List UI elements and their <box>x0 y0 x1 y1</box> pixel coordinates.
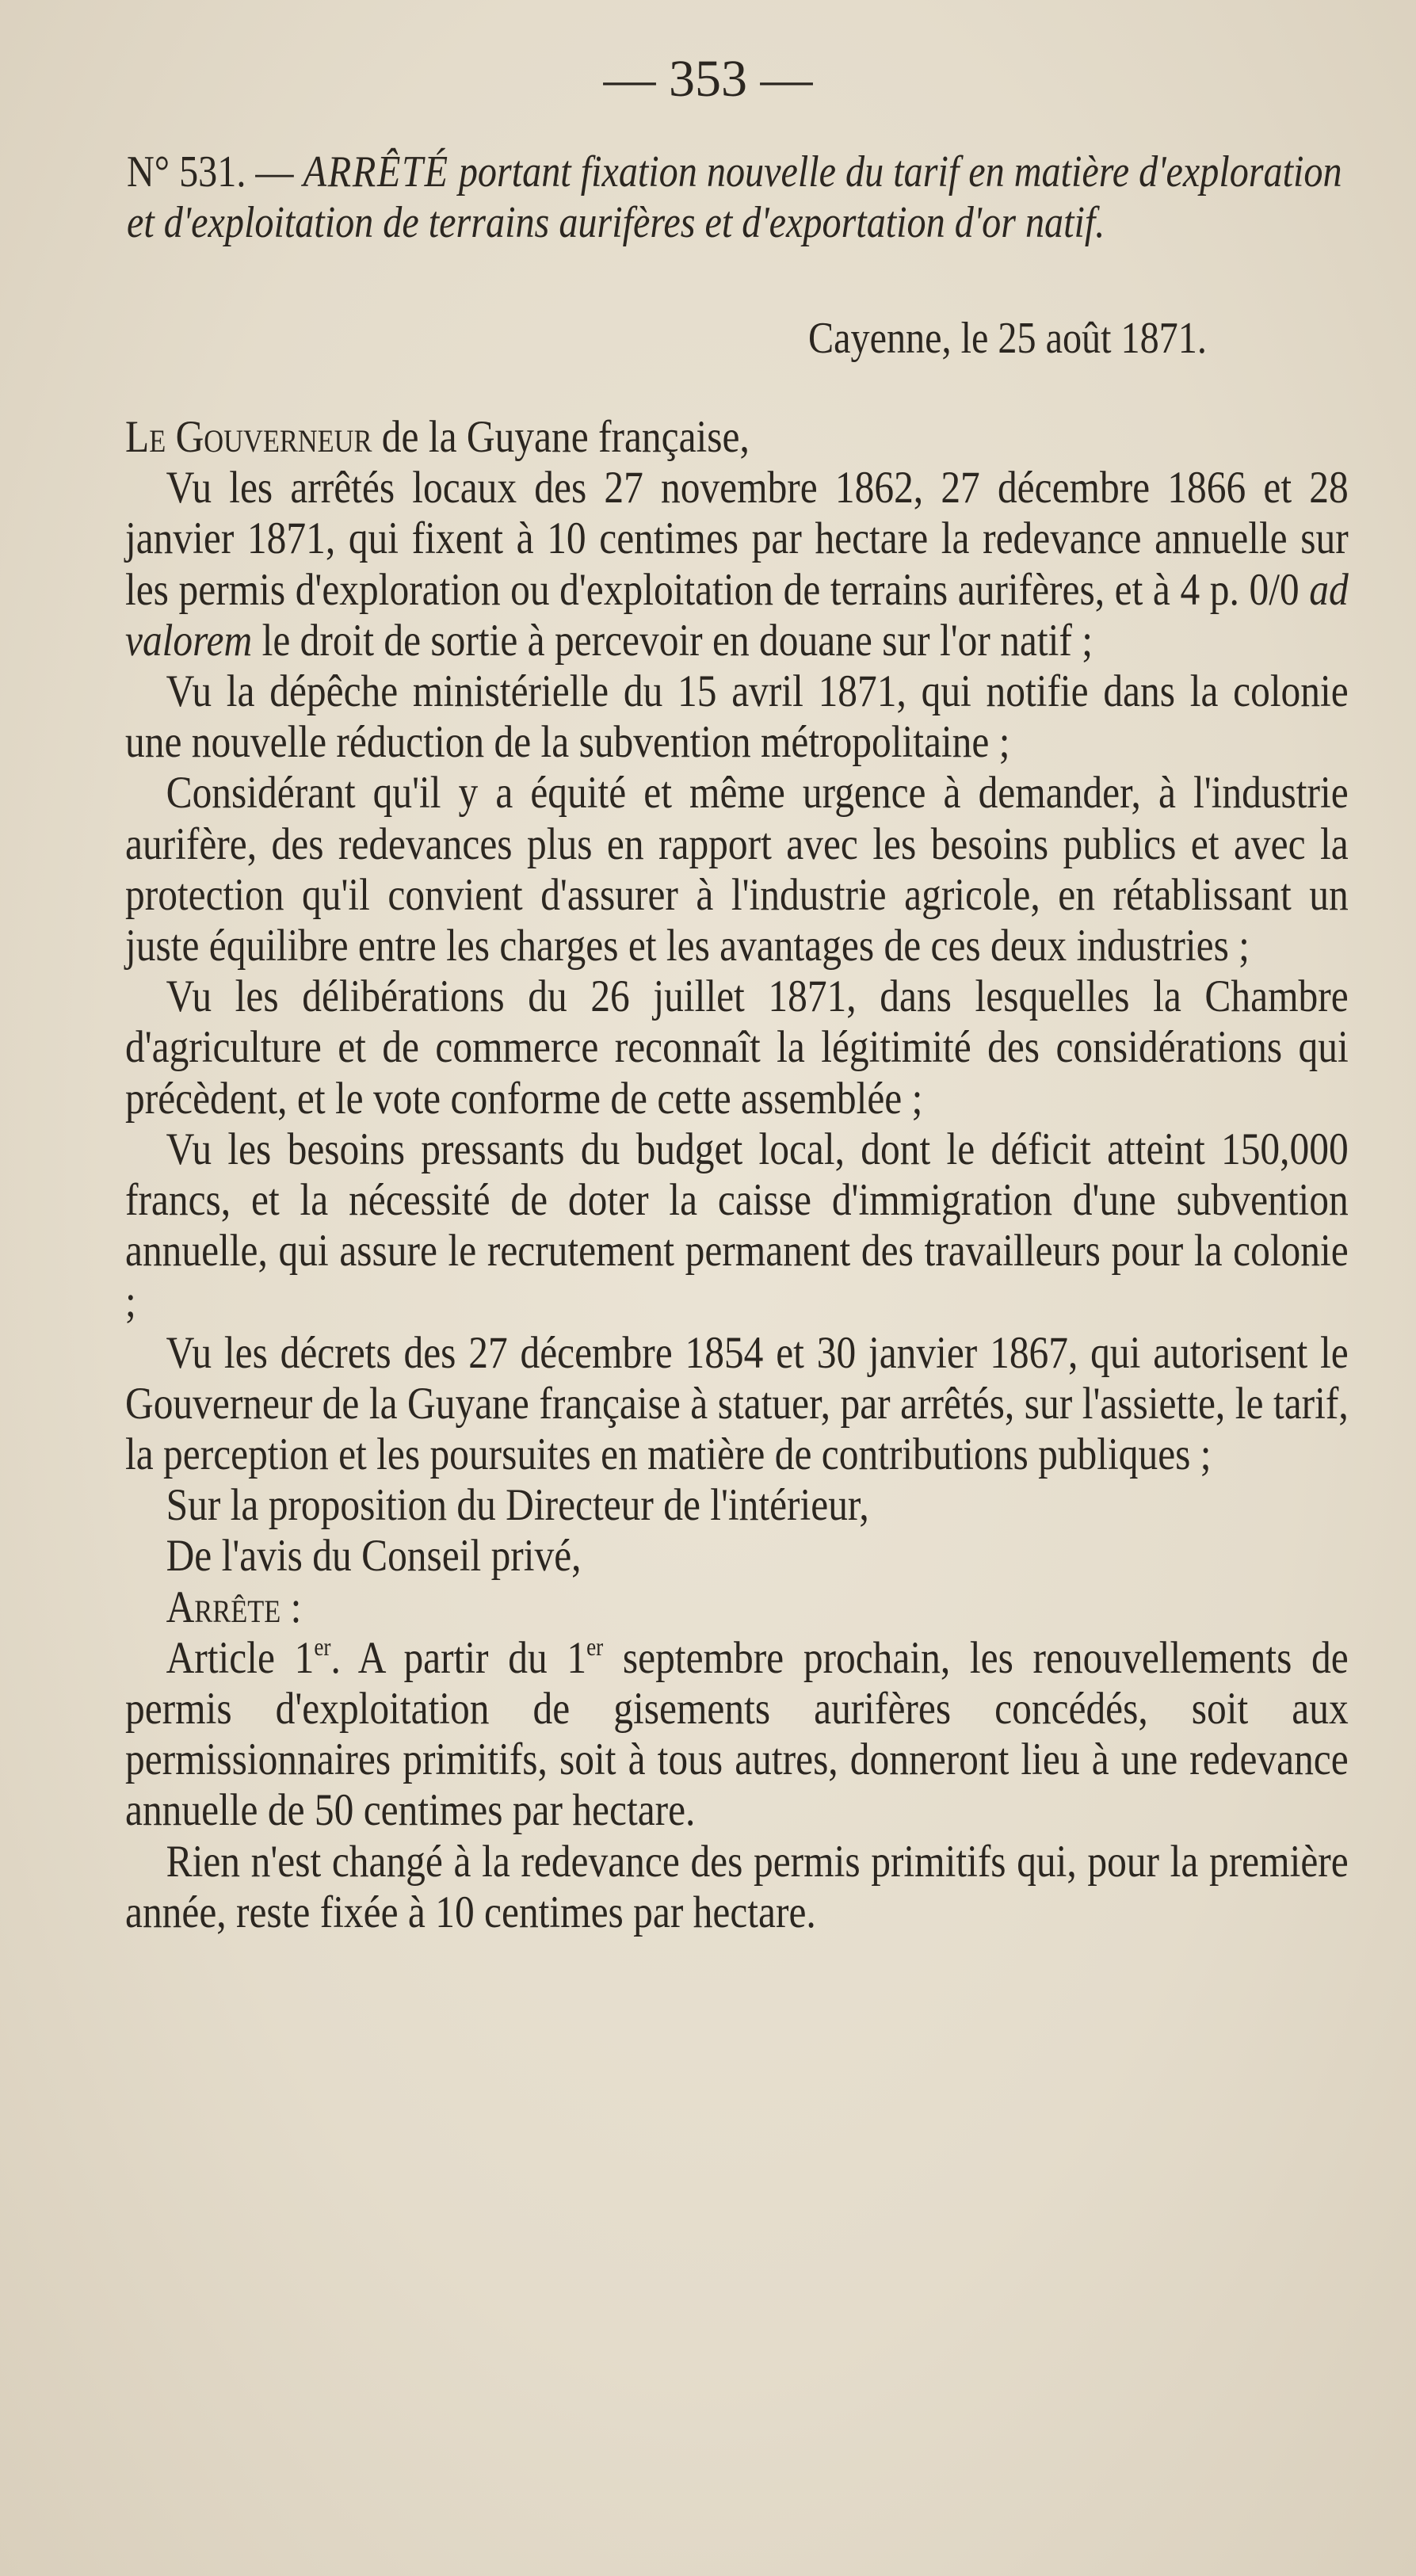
paragraph-proposition: Sur la proposition du Directeur de l'intérieur, <box>166 1480 869 1531</box>
paragraph-text: le droit de sortie à percevoir en douane sur l'or natif ; <box>252 615 1093 666</box>
paragraph-rien-change: Rien n'est changé à la redevance des permis primitifs qui, pour la première année, reste fixée à 10 centimes par hectare. <box>125 1836 1349 1937</box>
paragraph-vu-arretes <box>125 463 1349 666</box>
paragraph-text: Vu les arrêtés locaux des 27 novembre 1862, 27 décembre 1866 et 28 janvier 1871, qui fixent à 10 centimes par hectare la redevance annuelle sur les permis d'exploration ou d'exploitation de terrains aurifères, et à 4 p. 0/0 <box>125 463 1349 615</box>
article-label: Article 1 <box>166 1632 315 1683</box>
article-label-sup: er <box>314 1632 331 1661</box>
decree-heading <box>127 147 1350 248</box>
article-text: . A partir du 1 <box>330 1632 587 1683</box>
page-number: — 353 — <box>603 50 813 108</box>
paragraph-vu-depeche: Vu la dépêche ministérielle du 15 avril 1871, qui notifie dans la colonie une nouvelle réduction de la subvention métropolitaine ; <box>125 666 1349 768</box>
decree-number: N° 531. — <box>127 147 303 197</box>
arrete-label: Arrête <box>166 1582 281 1632</box>
decree-keyword: ARRÊTÉ <box>303 147 449 197</box>
paragraph-governor <box>125 412 1349 463</box>
ad-valorem-italic: ad valorem <box>125 564 1349 666</box>
paragraph-avis: De l'avis du Conseil privé, <box>166 1531 582 1582</box>
dateline: Cayenne, le 25 août 1871. <box>808 314 1207 363</box>
paragraph-text: de la Guyane française, <box>372 412 750 462</box>
governor-label: Le Gouverneur <box>125 412 372 462</box>
decree-title: portant fixation nouvelle du tarif en matière d'exploration et d'exploitation de terrains aurifères et d'exportation d'or natif. <box>127 147 1342 247</box>
article-1 <box>125 1633 1349 1837</box>
paragraph-vu-decrets: Vu les décrets des 27 décembre 1854 et 30 janvier 1867, qui autorisent le Gouverneur de la Guyane française à statuer, par arrêtés, sur l'assiette, le tarif, la perception et les poursuites en matière de contributions publiques ; <box>125 1327 1349 1480</box>
paragraph-considerant: Considérant qu'il y a équité et même urgence à demander, à l'industrie aurifère, des redevances plus en rapport avec les besoins publics et avec la protection qu'il convient d'assurer à l'industrie agricole, en rétablissant un juste équilibre entre les charges et les avantages de ces deux industries ; <box>125 768 1349 971</box>
paragraph-vu-deliberations: Vu les délibérations du 26 juillet 1871, dans lesquelles la Chambre d'agriculture et de commerce reconnaît la légitimité des considérations qui précèdent, et le vote conforme de cette assemblée ; <box>125 971 1349 1124</box>
paragraph-text: : <box>281 1582 302 1632</box>
article-text-sup: er <box>586 1632 604 1661</box>
document-body <box>125 412 1349 1938</box>
paragraph-arrete <box>125 1582 1349 1633</box>
paragraph-vu-besoins: Vu les besoins pressants du budget local, dont le déficit atteint 150,000 francs, et la nécessité de doter la caisse d'immigration d'une subvention annuelle, qui assure le recrutement permanent des travailleurs pour la colonie ; <box>125 1124 1349 1327</box>
article-text: septembre prochain, les renouvellements de permis d'exploitation de gisements aurifères concédés, soit aux permissionnaires primitifs, soit à tous autres, donneront lieu à une redevance annuelle de 50 centimes par hectare. <box>125 1632 1349 1836</box>
